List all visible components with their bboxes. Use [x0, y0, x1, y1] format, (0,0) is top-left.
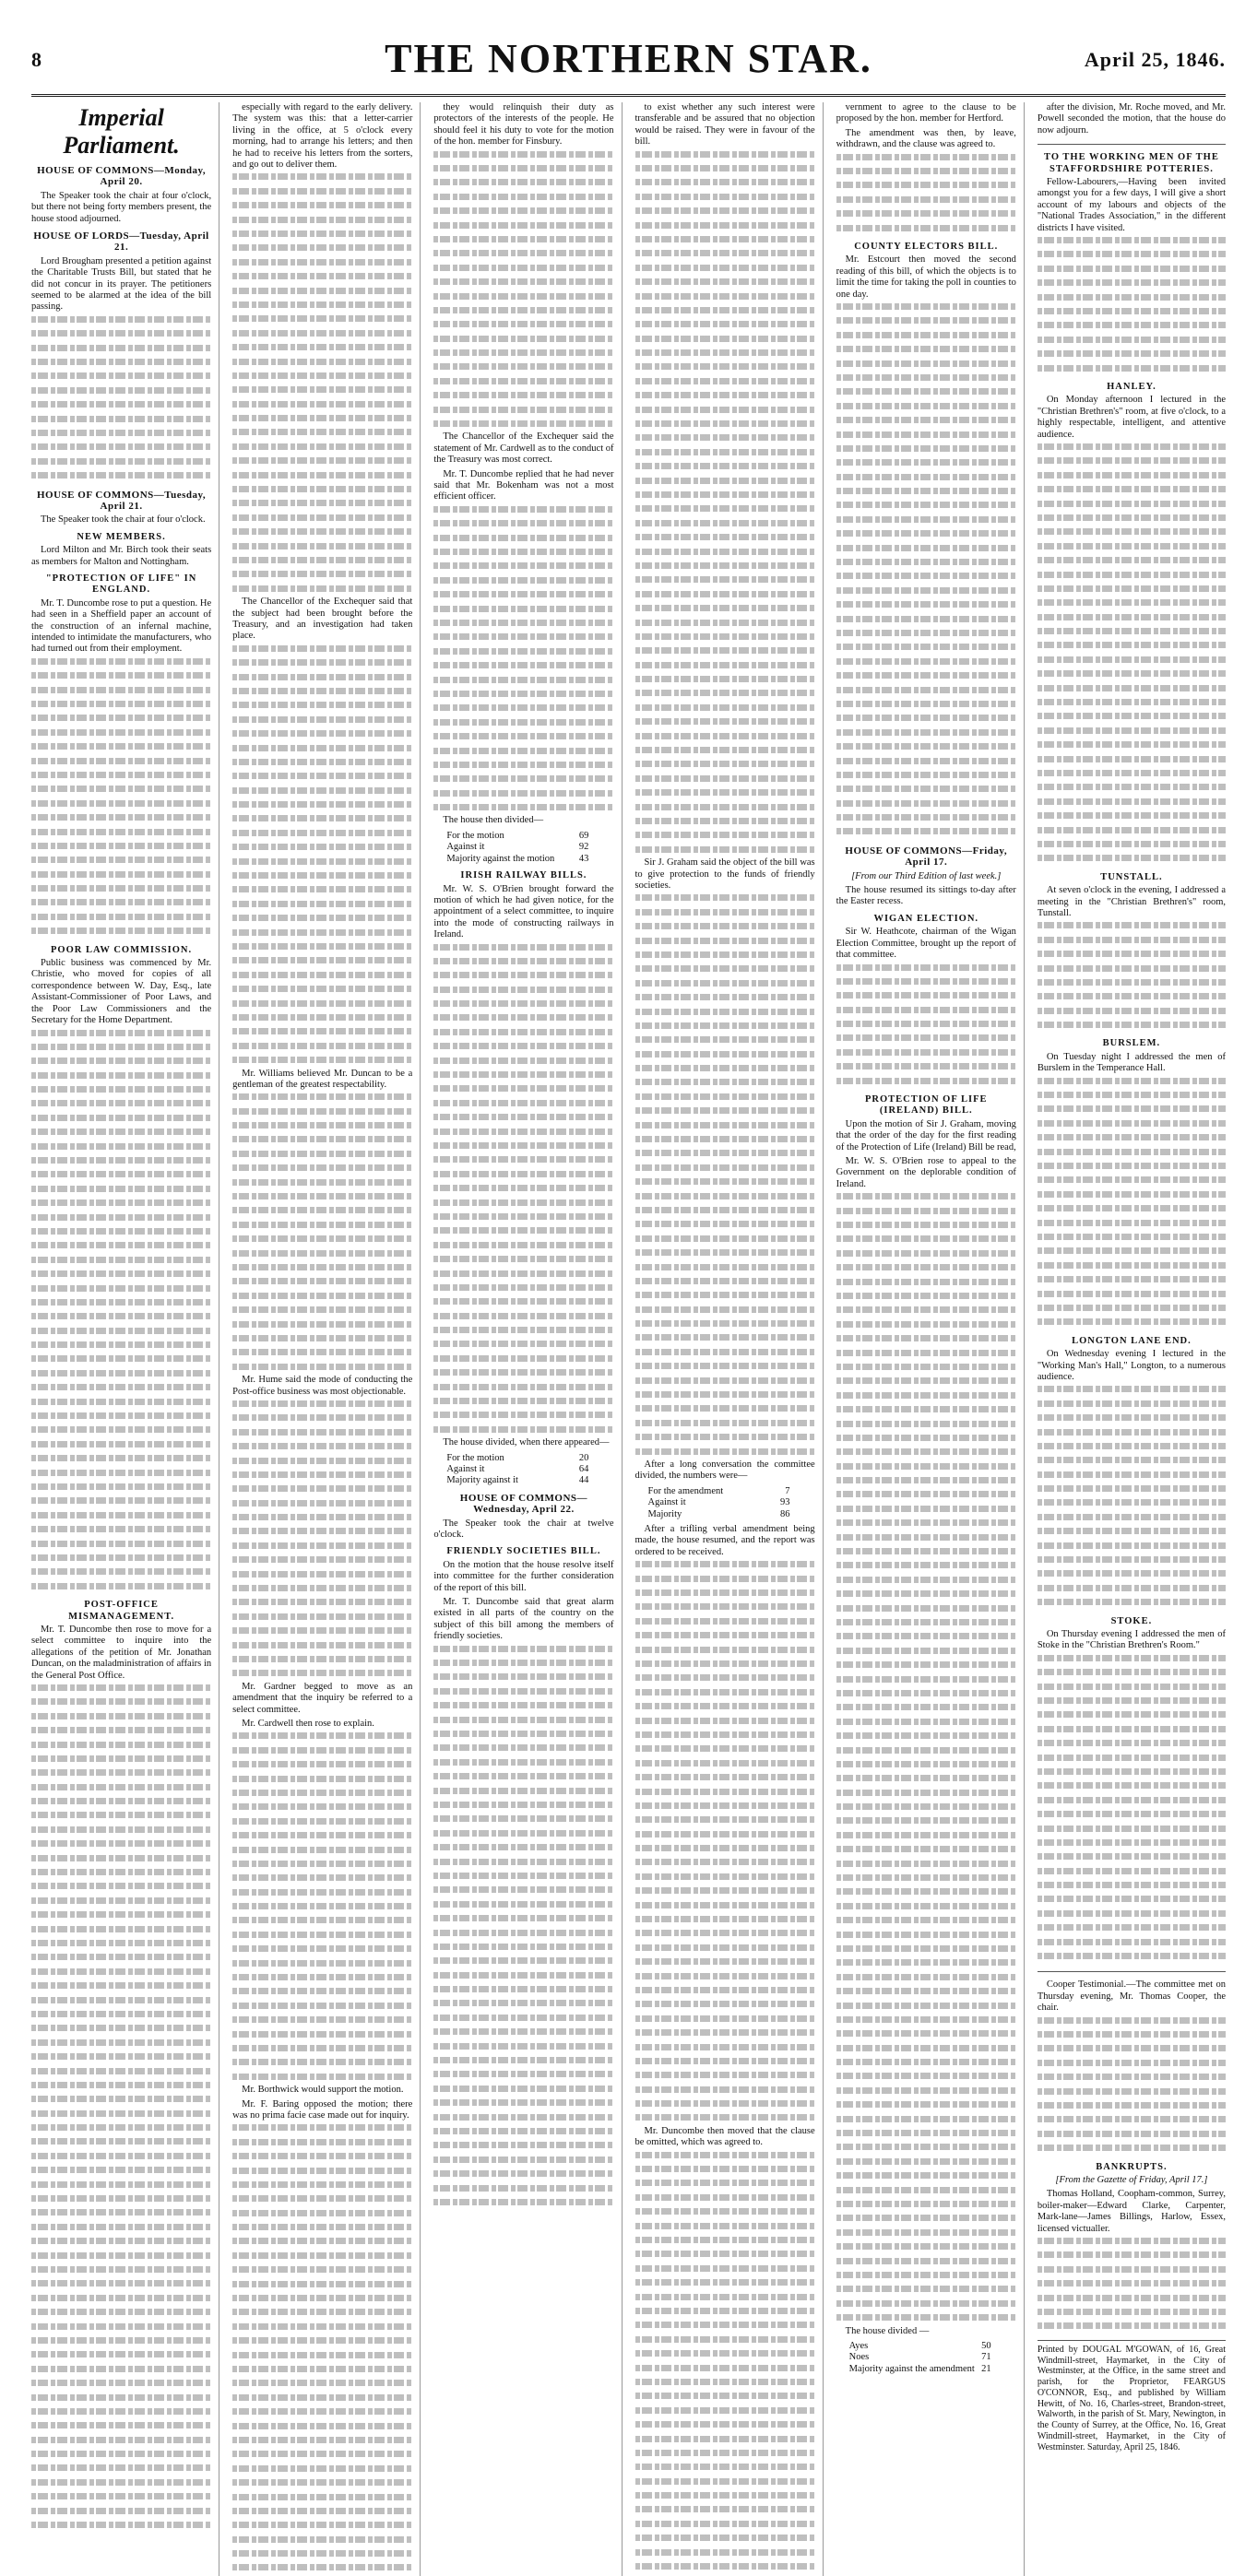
paragraph: Cooper Testimonial.—The committee met on Thursday evening, Mr. Thomas Cooper, the chair.: [1037, 1979, 1226, 2014]
newspaper-title: THE NORTHERN STAR.: [385, 36, 872, 81]
paragraph: The house resumed its sittings to-day after the Easter recess.: [836, 885, 1016, 907]
paragraph: On Tuesday night I addressed the men of Burslem in the Temperance Hall.: [1037, 1051, 1226, 1074]
text-lines: [836, 303, 1016, 840]
masthead-rule: [31, 94, 1226, 97]
page-number: 8: [31, 48, 42, 71]
paragraph: Mr. W. S. O'Brien rose to appeal to the Government on the deplorable condition of Ireland.: [836, 1156, 1016, 1189]
division-row: For the motion 69: [446, 830, 589, 841]
paragraph: Mr. Williams believed Mr. Duncan to be a gentleman of the greatest respectability.: [232, 1068, 413, 1090]
text-lines: [232, 1732, 412, 2085]
division-row: Majority against the motion 43: [446, 853, 589, 864]
paragraph: Mr. Gardner begged to move as an amendment that the inquiry be referred to a select committee.: [232, 1681, 413, 1715]
paragraph: Mr. F. Baring opposed the motion; there was no prima facie case made out for inquiry.: [232, 2098, 413, 2121]
paragraph: Mr. T. Duncombe replied that he had never said that Mr. Bokenham was not a most efficient officer.: [433, 468, 614, 502]
paragraph: At seven o'clock in the evening, I addressed a meeting in the "Christian Brethren's" room, Tunstall.: [1037, 885, 1226, 918]
heading-working-men: TO THE WORKING MEN OF THE STAFFORDSHIRE POTTERIES.: [1044, 152, 1219, 174]
text-lines: [232, 173, 412, 597]
text-lines: [1038, 2238, 1226, 2334]
paragraph: The house then divided—: [443, 815, 544, 826]
text-lines: [31, 1684, 211, 2533]
heading-poor-law: POOR LAW COMMISSION.: [51, 944, 193, 955]
text-lines: [1038, 1386, 1226, 1610]
text-lines: [836, 964, 1016, 1090]
column-3: [433, 102, 622, 2576]
text-lines: [1038, 1655, 1226, 1965]
text-lines: [836, 1193, 1016, 2325]
text-lines: [31, 658, 211, 939]
heading-bankrupts: BANKRUPTS.: [1096, 2161, 1168, 2172]
paragraph: they would relinquish their duty as protectors of the interests of the people. He should feel it his duty to vote for the motion of the hon. member for Finsbury.: [433, 102, 614, 148]
division-list: [849, 2341, 1016, 2375]
text-lines: [635, 2152, 815, 2575]
paragraph: to exist whether any such interest were transferable and be assured that no objection would be raised. They were in favour of the bill.: [634, 102, 815, 148]
paragraph: Lord Milton and Mr. Birch took their seats as members for Malton and Nottingham.: [31, 545, 212, 567]
text-lines: [836, 154, 1016, 236]
columns: [31, 102, 1226, 2452]
column-1: [31, 102, 219, 2576]
division-row: Against it 92: [446, 842, 589, 853]
paragraph: Public business was commenced by Mr. Christie, who moved for copies of all correspondence between W. Day, Esq., late Assistant-Commissioner of Poor Laws, and the Poor Law Commissioners and the Secretary for the Home Department.: [31, 958, 212, 1026]
text-lines: [232, 1400, 412, 1682]
paragraph: Upon the motion of Sir J. Graham, moving that the order of the day for the first reading of the Protection of Life (Ireland) Bill be read,: [836, 1118, 1016, 1152]
printer-imprint: Printed by DOUGAL M'GOWAN, of 16, Great Windmill-street, Haymarket, in the City of Westminster, at the Office, in the same street and parish, for the Proprietor, FEARGUS O'CONNOR, Esq., and published by William Hewitt, of No. 16, Charles-street, Brandon-street, Walworth, in the parish of St. Mary, Newington, in the County of Surrey, at the Office, No. 16, Great Windmill-street, Haymarket, in the City of Westminster. Saturday, April 25, 1846.: [1038, 2340, 1226, 2453]
paragraph: Mr. Hume said the mode of conducting the Post-office business was most objectionable.: [232, 1375, 413, 1397]
paragraph: On Wednesday evening I lectured in the "Working Man's Hall," Longton, to a numerous audience.: [1037, 1349, 1226, 1382]
paragraph: after the division, Mr. Roche moved, and Mr. Powell seconded the motion, that the house do now adjourn.: [1037, 102, 1226, 136]
paragraph: After a trifling verbal amendment being made, the house resumed, and the report was ordered to be received.: [634, 1524, 815, 1557]
text-lines: [635, 151, 815, 858]
paragraph: Mr. T. Duncombe then rose to move for a select committee to inquire into the allegations of the petition of Mr. Jonathan Duncan, on the maladministration of affairs in the General Post Office.: [31, 1624, 212, 1681]
paragraph: The Chancellor of the Exchequer said that the subject had been brought before the Treasury, and an investigation had taken place.: [232, 597, 413, 642]
text-lines: [1038, 237, 1226, 376]
paragraph: Mr. T. Duncombe rose to put a question. He had seen in a Sheffield paper an account of the construction of an infernal machine, intended to intimidate the manufacturers, who had turned out from their employment.: [31, 597, 212, 655]
text-lines: [433, 1646, 613, 2211]
text-lines: [232, 2124, 412, 2576]
heading-irish-railway: IRISH RAILWAY BILLS.: [460, 870, 587, 881]
text-lines: [1038, 922, 1226, 1033]
subheading: [From the Gazette of Friday, April 17.]: [1055, 2174, 1208, 2185]
section-title: Imperial Parliament.: [63, 104, 180, 159]
paragraph: Mr. Cardwell then rose to explain.: [242, 1718, 374, 1729]
heading-post-office: POST-OFFICE MISMANAGEMENT.: [68, 1600, 175, 1622]
heading-new-members: NEW MEMBERS.: [77, 531, 166, 542]
heading-commons-wednesday: HOUSE OF COMMONS—Wednesday, April 22.: [459, 1492, 588, 1516]
text-lines: [1038, 1078, 1226, 1330]
column-4: [635, 102, 824, 2576]
subheading: [From our Third Edition of last week.]: [851, 870, 1002, 881]
divider: [1038, 1971, 1226, 1972]
division-row: Ayes 50: [848, 2340, 991, 2351]
heading-longton: LONGTON LANE END.: [1072, 1335, 1192, 1346]
division-row: Majority against it 44: [446, 1475, 589, 1486]
heading-protection-ireland: PROTECTION OF LIFE (IRELAND) BILL.: [864, 1094, 988, 1117]
paragraph: Mr. W. S. O'Brien brought forward the motion of which he had given notice, for the appointment of a select committee, to inquire into the mode of constructing railways in Ireland.: [433, 883, 614, 940]
heading-commons-tuesday: HOUSE OF COMMONS—Tuesday, April 21.: [37, 489, 207, 512]
text-lines: [433, 944, 613, 1438]
heading-wigan-election: WIGAN ELECTION.: [873, 913, 979, 924]
heading-tunstall: TUNSTALL.: [1100, 871, 1163, 882]
division-row: Noes 71: [848, 2352, 991, 2363]
heading-lords-tuesday: HOUSE OF LORDS—Tuesday, April 21.: [33, 230, 209, 254]
text-lines: [31, 1030, 211, 1595]
text-lines: [232, 1093, 412, 1375]
heading-protection-england: "PROTECTION OF LIFE" IN ENGLAND.: [45, 573, 197, 596]
paragraph: Lord Brougham presented a petition against the Charitable Trusts Bill, but stated that he did not concur in its prayer. The petitioners seemed to be alarmed at the idea of the bill passing.: [31, 255, 212, 313]
division-list-1: [446, 831, 613, 865]
division-row: Against it 93: [647, 1497, 790, 1508]
heading-hanley: HANLEY.: [1107, 381, 1156, 392]
heading-commons-monday: HOUSE OF COMMONS—Monday, April 20.: [37, 165, 207, 188]
heading-stoke: STOKE.: [1110, 1615, 1153, 1626]
heading-burslem: BURSLEM.: [1102, 1038, 1161, 1049]
heading-friendly-societies: FRIENDLY SOCIETIES BILL.: [446, 1546, 601, 1557]
paragraph: The Speaker took the chair at twelve o'clock.: [433, 1518, 614, 1541]
paragraph: Fellow-Labourers,—Having been invited amongst you for a few days, I will give a short account of my labours and objects of the "National Trades Association," in the different districts I have visited.: [1037, 177, 1226, 233]
heading-commons-friday: HOUSE OF COMMONS—Friday, April 17.: [845, 845, 1008, 869]
paragraph: Mr. Borthwick would support the motion.: [242, 2085, 404, 2096]
text-lines: [635, 1561, 815, 2126]
paragraph: Sir J. Graham said the object of the bill was to give protection to the funds of friendly societies.: [634, 857, 815, 891]
paragraph: especially with regard to the early delivery. The system was this: that a letter-carrier living in the office, at 5 o'clock every morning, had to arrange his letters; and then he had to receive his letters from the sorters, and go out to deliver them.: [232, 102, 413, 171]
division-list-2: [446, 1453, 613, 1487]
paragraph: Thomas Holland, Coopham-common, Surrey, boiler-maker—Edward Clarke, Carpenter, Mark-lane—James Billings, Harlow, Essex, licensed victualler.: [1037, 2189, 1226, 2234]
text-lines: [635, 894, 815, 1459]
text-lines: [1038, 443, 1226, 867]
masthead: [31, 28, 1226, 94]
text-lines: [232, 645, 412, 1069]
column-6: [1038, 102, 1226, 2576]
paragraph: The Speaker took the chair at four o'clock.: [41, 514, 206, 526]
paragraph: The house divided, when there appeared—: [443, 1437, 610, 1448]
division-row: Majority against the amendment 21: [848, 2363, 991, 2374]
paragraph: The Chancellor of the Exchequer said the statement of Mr. Cardwell as to the conduct of the Treasury was most correct.: [433, 431, 614, 466]
paragraph: vernment to agree to the clause to be proposed by the hon. member for Hertford.: [836, 102, 1016, 124]
division-list: [648, 1486, 815, 1520]
text-lines: [31, 316, 211, 484]
heading-county-electors: COUNTY ELECTORS BILL.: [854, 241, 999, 252]
text-lines: [433, 506, 613, 816]
column-2: [232, 102, 421, 2576]
issue-date: April 25, 1846.: [1084, 48, 1226, 71]
text-lines: [1038, 2017, 1226, 2157]
division-row: Against it 64: [446, 1464, 589, 1475]
paragraph: The amendment was then, by leave, withdrawn, and the clause was agreed to.: [836, 127, 1016, 150]
division-row: Majority 86: [647, 1508, 790, 1519]
paragraph: On Thursday evening I addressed the men of Stoke in the "Christian Brethren's Room.": [1037, 1629, 1226, 1651]
column-5: [836, 102, 1025, 2576]
division-row: For the motion 20: [446, 1452, 589, 1463]
paragraph: Mr. T. Duncombe said that great alarm existed in all parts of the country on the subject of this bill among the members of friendly societies.: [433, 1597, 614, 1642]
paragraph: The house divided —: [845, 2325, 930, 2336]
paragraph: Mr. Duncombe then moved that the clause be omitted, which was agreed to.: [634, 2125, 815, 2148]
paragraph: On the motion that the house resolve itself into committee for the further consideration of the report of this bill.: [433, 1559, 614, 1593]
text-lines: [433, 151, 613, 432]
paragraph: After a long conversation the committee divided, the numbers were—: [634, 1459, 815, 1482]
divider: [1038, 144, 1226, 145]
division-row: For the amendment 7: [647, 1485, 790, 1496]
paragraph: Sir W. Heathcote, chairman of the Wigan Election Committee, brought up the report of that committee.: [836, 927, 1016, 961]
paragraph: The Speaker took the chair at four o'clock, but there not being forty members present, the house stood adjourned.: [31, 190, 212, 224]
paragraph: Mr. Estcourt then moved the second reading of this bill, of which the objects is to limit the time for taking the poll in counties to one day.: [836, 254, 1016, 300]
paragraph: On Monday afternoon I lectured in the "Christian Brethren's" room, at five o'clock, to a highly respectable, intelligent, and attentive audience.: [1037, 395, 1226, 440]
